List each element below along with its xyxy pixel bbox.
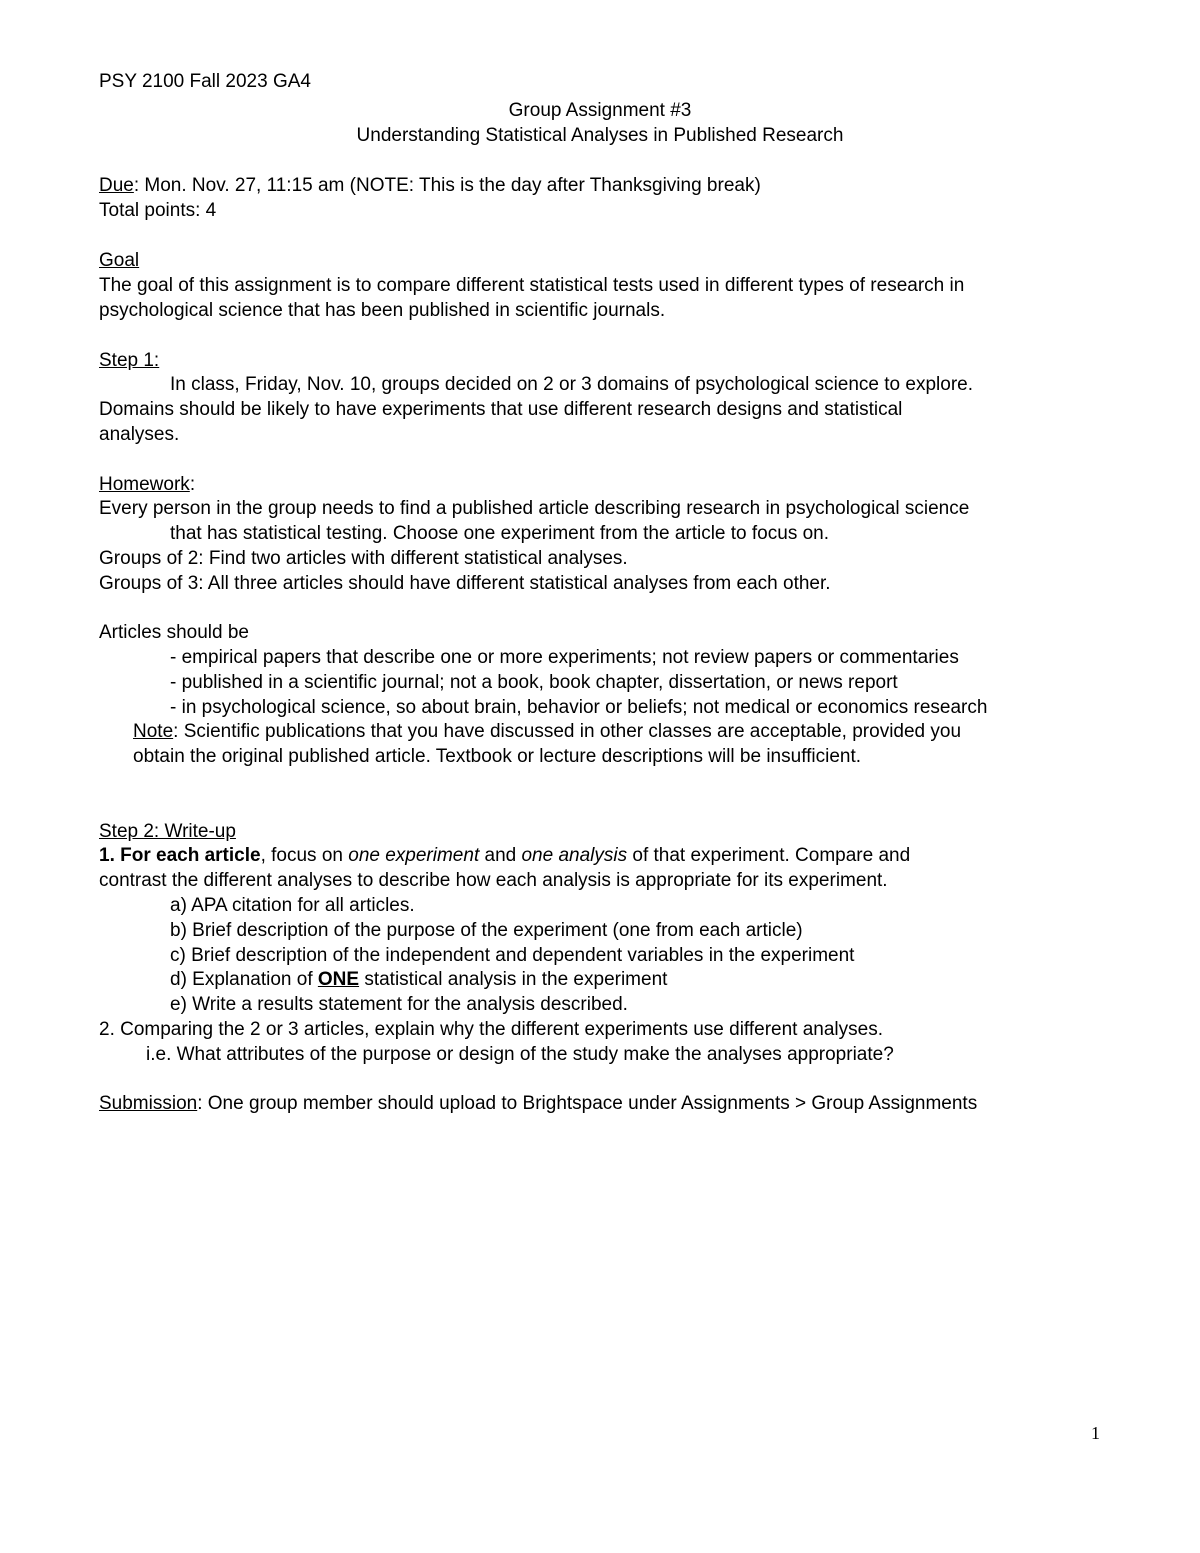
homework-text-line: that has statistical testing. Choose one experiment from the article to focus on. xyxy=(170,523,830,544)
due-line xyxy=(99,174,761,198)
item1-bold-text: 1. For each article xyxy=(99,845,261,866)
step2-item1 xyxy=(99,844,910,868)
homework-text-line: Every person in the group needs to find a published article describing research in psychological science xyxy=(99,498,970,519)
articles-note-line2: obtain the original published article. Textbook or lecture descriptions will be insufficient. xyxy=(133,746,862,767)
step2-item2-ie: i.e. What attributes of the purpose or design of the study make the analyses appropriate? xyxy=(146,1044,894,1065)
articles-criteria-item: - empirical papers that describe one or more experiments; not review papers or commentaries xyxy=(170,647,959,668)
articles-criteria-item: - in psychological science, so about brain, behavior or beliefs; not medical or economics research xyxy=(170,697,988,718)
step2-sub-item-b: b) Brief description of the purpose of the experiment (one from each article) xyxy=(170,920,803,941)
homework-colon: : xyxy=(189,474,196,495)
goal-heading: Goal xyxy=(99,250,140,271)
note-text: : Scientific publications that you have discussed in other classes are acceptable, provided you xyxy=(173,721,962,742)
submission-label: Submission xyxy=(99,1093,198,1114)
total-points: Total points: 4 xyxy=(99,200,217,221)
sub-d-text: d) Explanation of xyxy=(170,969,318,990)
due-text: : Mon. Nov. 27, 11:15 am (NOTE: This is the day after Thanksgiving break) xyxy=(133,175,761,196)
homework-label: Homework xyxy=(99,474,190,495)
submission-text: : One group member should upload to Brightspace under Assignments > Group Assignments xyxy=(197,1093,978,1114)
goal-text-line: The goal of this assignment is to compare different statistical tests used in different types of research in xyxy=(99,275,965,296)
item1-italic-text: one experiment xyxy=(348,845,480,866)
step1-text-line: Domains should be likely to have experiments that use different research designs and statistical xyxy=(99,399,903,420)
step2-sub-item-e: e) Write a results statement for the analysis described. xyxy=(170,994,628,1015)
articles-intro: Articles should be xyxy=(99,622,249,643)
step1-text-line: In class, Friday, Nov. 10, groups decided on 2 or 3 domains of psychological science to explore. xyxy=(170,374,974,395)
goal-text-line: psychological science that has been published in scientific journals. xyxy=(99,300,666,321)
step2-heading: Step 2: Write-up xyxy=(99,821,236,842)
item1-text: , focus on xyxy=(260,845,349,866)
assignment-subtitle: Understanding Statistical Analyses in Published Research xyxy=(356,125,844,146)
step1-heading: Step 1: xyxy=(99,350,160,371)
item1-text: and xyxy=(479,845,522,866)
page-number: 1 xyxy=(1091,1423,1100,1443)
sub-d-text: statistical analysis in the experiment xyxy=(359,969,668,990)
step2-sub-item-c: c) Brief description of the independent and dependent variables in the experiment xyxy=(170,945,855,966)
due-label: Due xyxy=(99,175,134,196)
item1-text: of that experiment. Compare and xyxy=(627,845,911,866)
step2-sub-item-d xyxy=(170,968,667,992)
item1-italic-text: one analysis xyxy=(521,845,628,866)
sub-d-emphasis: ONE xyxy=(317,969,360,990)
submission-line xyxy=(99,1092,977,1116)
assignment-title: Group Assignment #3 xyxy=(508,100,692,121)
homework-heading xyxy=(99,473,195,497)
step1-text-line: analyses. xyxy=(99,424,180,445)
note-label: Note xyxy=(133,721,174,742)
step2-item2: 2. Comparing the 2 or 3 articles, explain why the different experiments use different analyses. xyxy=(99,1019,884,1040)
homework-text-line: Groups of 2: Find two articles with different statistical analyses. xyxy=(99,548,628,569)
homework-text-line: Groups of 3: All three articles should have different statistical analyses from each other. xyxy=(99,573,831,594)
page-header: PSY 2100 Fall 2023 GA4 xyxy=(99,71,311,92)
step2-sub-item-a: a) APA citation for all articles. xyxy=(170,895,415,916)
articles-note xyxy=(133,720,961,744)
step2-item1-line2: contrast the different analyses to describe how each analysis is appropriate for its experiment. xyxy=(99,870,888,891)
articles-criteria-item: - published in a scientific journal; not a book, book chapter, dissertation, or news report xyxy=(170,672,898,693)
